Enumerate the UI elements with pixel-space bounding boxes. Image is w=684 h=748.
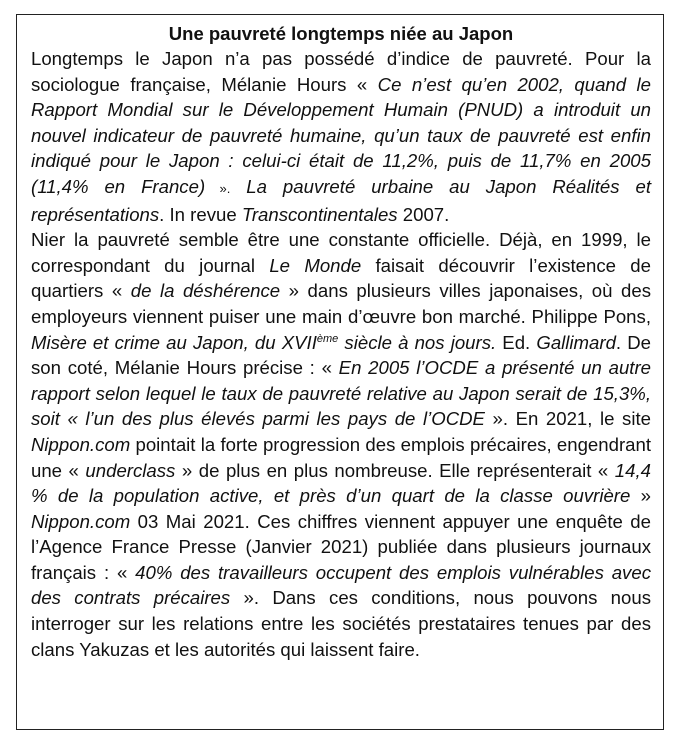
p2-text-1: Nier la pauvreté semble être une constante officielle. Déjà, en 1999, le correspondant du journal	[31, 229, 651, 276]
p1-year: 2007.	[397, 203, 450, 225]
paragraph-1	[31, 46, 651, 227]
p2-text-8: » de plus en plus nombreuse. Elle représenterait «	[175, 459, 615, 481]
p2-text-6: ». En 2021, le site	[484, 408, 651, 430]
box-title: Une pauvreté longtemps niée au Japon	[168, 23, 514, 44]
p2-superscript: ème	[316, 332, 339, 345]
p2-text-4: Ed.	[496, 331, 537, 353]
p1-article-title: La pauvreté urbaine au Japon Réalités et représentations	[31, 175, 651, 225]
p2-quote-3: underclass	[85, 459, 176, 481]
p1-quote: Ce n’est qu’en 2002, quand le Rapport Mondial sur le Développement Humain (PNUD) a introduit un nouvel indicateur de pauvreté humaine, qu’un taux de pauvreté est enfin indiqué pour le Japon : celui-ci était de 11,2%, puis de 11,7% en 2005 (11,4% en France)	[31, 73, 651, 197]
paragraph-2	[31, 227, 651, 662]
p2-text-2: faisait découvrir l’existence de quartiers «	[31, 254, 651, 302]
p2-text-10: 03 Mai 2021. Ces chiffres viennent appuyer une enquête de l’Agence France Presse (Janvier 2021) publiée dans plusieurs journaux français : «	[31, 510, 651, 583]
p1-journal-title: Transcontinentales	[241, 203, 398, 225]
p2-text-5: . De son coté, Mélanie Hours précise : «	[31, 331, 651, 379]
p2-quote-5: 40% des travailleurs occupent des emplois vulnérables avec des contrats précaires	[31, 561, 651, 609]
p2-text-9: »	[630, 485, 651, 507]
p2-text-11: ». Dans ces conditions, nous pouvons nous interroger sur les relations entre les sociétés prestataires tenues par des clans Yakuzas et les autorités qui laissent faire.	[31, 587, 651, 660]
p2-quote-4: 14,4 % de la population active, et près d’un quart de la classe ouvrière	[31, 459, 651, 507]
p2-quote-1: de la déshérence	[130, 280, 281, 302]
p2-site-name: Nippon.com	[31, 433, 131, 455]
p1-text-1: Longtemps le Japon n’a pas possédé d’indice de pauvreté. Pour la sociologue française, Mélanie Hours «	[31, 48, 651, 95]
p2-text-7: pointait la forte progression des emplois précaires, engendrant une «	[31, 433, 651, 481]
p2-text-3: » dans plusieurs villes japonaises, où des employeurs viennent puiser une main d’œuvre bon marché. Philippe Pons,	[31, 280, 651, 327]
p2-newspaper: Le Monde	[269, 254, 362, 276]
p1-quote-close: ».	[205, 180, 231, 196]
p2-quote-2: En 2005 l’OCDE a présenté un autre rapport selon lequel le taux de pauvreté relative au Japon serait de 15,3%, soit « l’un des plus élevés parmi les pays de l’OCDE	[31, 357, 651, 430]
text-box	[16, 14, 664, 730]
p2-site-name-2: Nippon.com	[31, 510, 131, 532]
p2-book-title: Misère et crime au Japon, du XVIIème siècle à nos jours.	[31, 331, 497, 353]
p1-text-2: . In revue	[159, 203, 242, 225]
p2-publisher: Gallimard	[536, 331, 616, 353]
